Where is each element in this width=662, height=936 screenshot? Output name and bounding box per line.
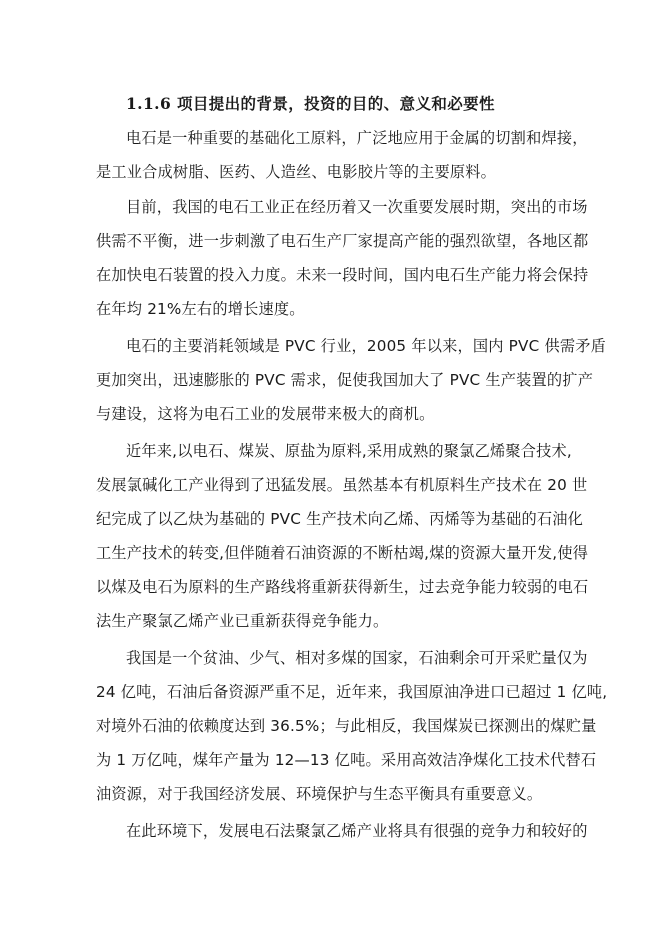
paragraph-line: 对境外石油的依赖度达到 36.5%；与此相反，我国煤炭已探测出的煤贮量 xyxy=(96,717,597,735)
paragraph-line: 更加突出，迅速膨胀的 PVC 需求，促使我国加大了 PVC 生产装置的扩产 xyxy=(96,371,594,389)
paragraph-line: 发展氯碱化工产业得到了迅猛发展。虽然基本有机原料生产技术在 20 世 xyxy=(96,476,588,494)
paragraph-line: 目前，我国的电石工业正在经历着又一次重要发展时期，突出的市场 xyxy=(126,198,588,216)
paragraph-line: 近年来,以电石、煤炭、原盐为原料,采用成熟的聚氯乙烯聚合技术, xyxy=(126,442,572,460)
paragraph-line: 油资源，对于我国经济发展、环境保护与生态平衡具有重要意义。 xyxy=(96,785,543,803)
paragraph-line: 24 亿吨，石油后备资源严重不足，近年来，我国原油净进口已超过 1 亿吨, xyxy=(96,683,608,701)
paragraph-line: 电石的主要消耗领域是 PVC 行业，2005 年以来，国内 PVC 供需矛盾 xyxy=(126,337,607,355)
paragraph-line: 为 1 万亿吨，煤年产量为 12—13 亿吨。采用高效洁净煤化工技术代替石 xyxy=(96,751,597,769)
paragraph-line: 法生产聚氯乙烯产业已重新获得竞争能力。 xyxy=(96,612,389,630)
paragraph-line: 以煤及电石为原料的生产路线将重新获得新生，过去竞争能力较弱的电石 xyxy=(96,578,589,596)
paragraph-line: 在加快电石装置的投入力度。未来一段时间，国内电石生产能力将会保持 xyxy=(96,266,589,284)
paragraph-line: 我国是一个贫油、少气、相对多煤的国家，石油剩余可开采贮量仅为 xyxy=(126,649,588,667)
paragraph-line: 供需不平衡，进一步刺激了电石生产厂家提高产能的强烈欲望，各地区都 xyxy=(96,232,589,250)
paragraph-line: 在此环境下，发展电石法聚氯乙烯产业将具有很强的竞争力和较好的 xyxy=(126,822,588,840)
paragraph-line: 电石是一种重要的基础化工原料，广泛地应用于金属的切割和焊接， xyxy=(126,129,588,147)
paragraph-line: 纪完成了以乙炔为基础的 PVC 生产技术向乙烯、丙烯等为基础的石油化 xyxy=(96,510,584,528)
paragraph-line: 在年均 21%左右的增长速度。 xyxy=(96,300,305,318)
paragraph-line: 工生产技术的转变,但伴随着石油资源的不断枯竭,煤的资源大量开发,使得 xyxy=(96,544,589,562)
paragraph-line: 与建设，这将为电石工业的发展带来极大的商机。 xyxy=(96,405,435,423)
section-heading: 1.1.6 项目提出的背景，投资的目的、意义和必要性 xyxy=(126,94,495,113)
paragraph-line: 是工业合成树脂、医药、人造丝、电影胶片等的主要原料。 xyxy=(96,163,497,181)
